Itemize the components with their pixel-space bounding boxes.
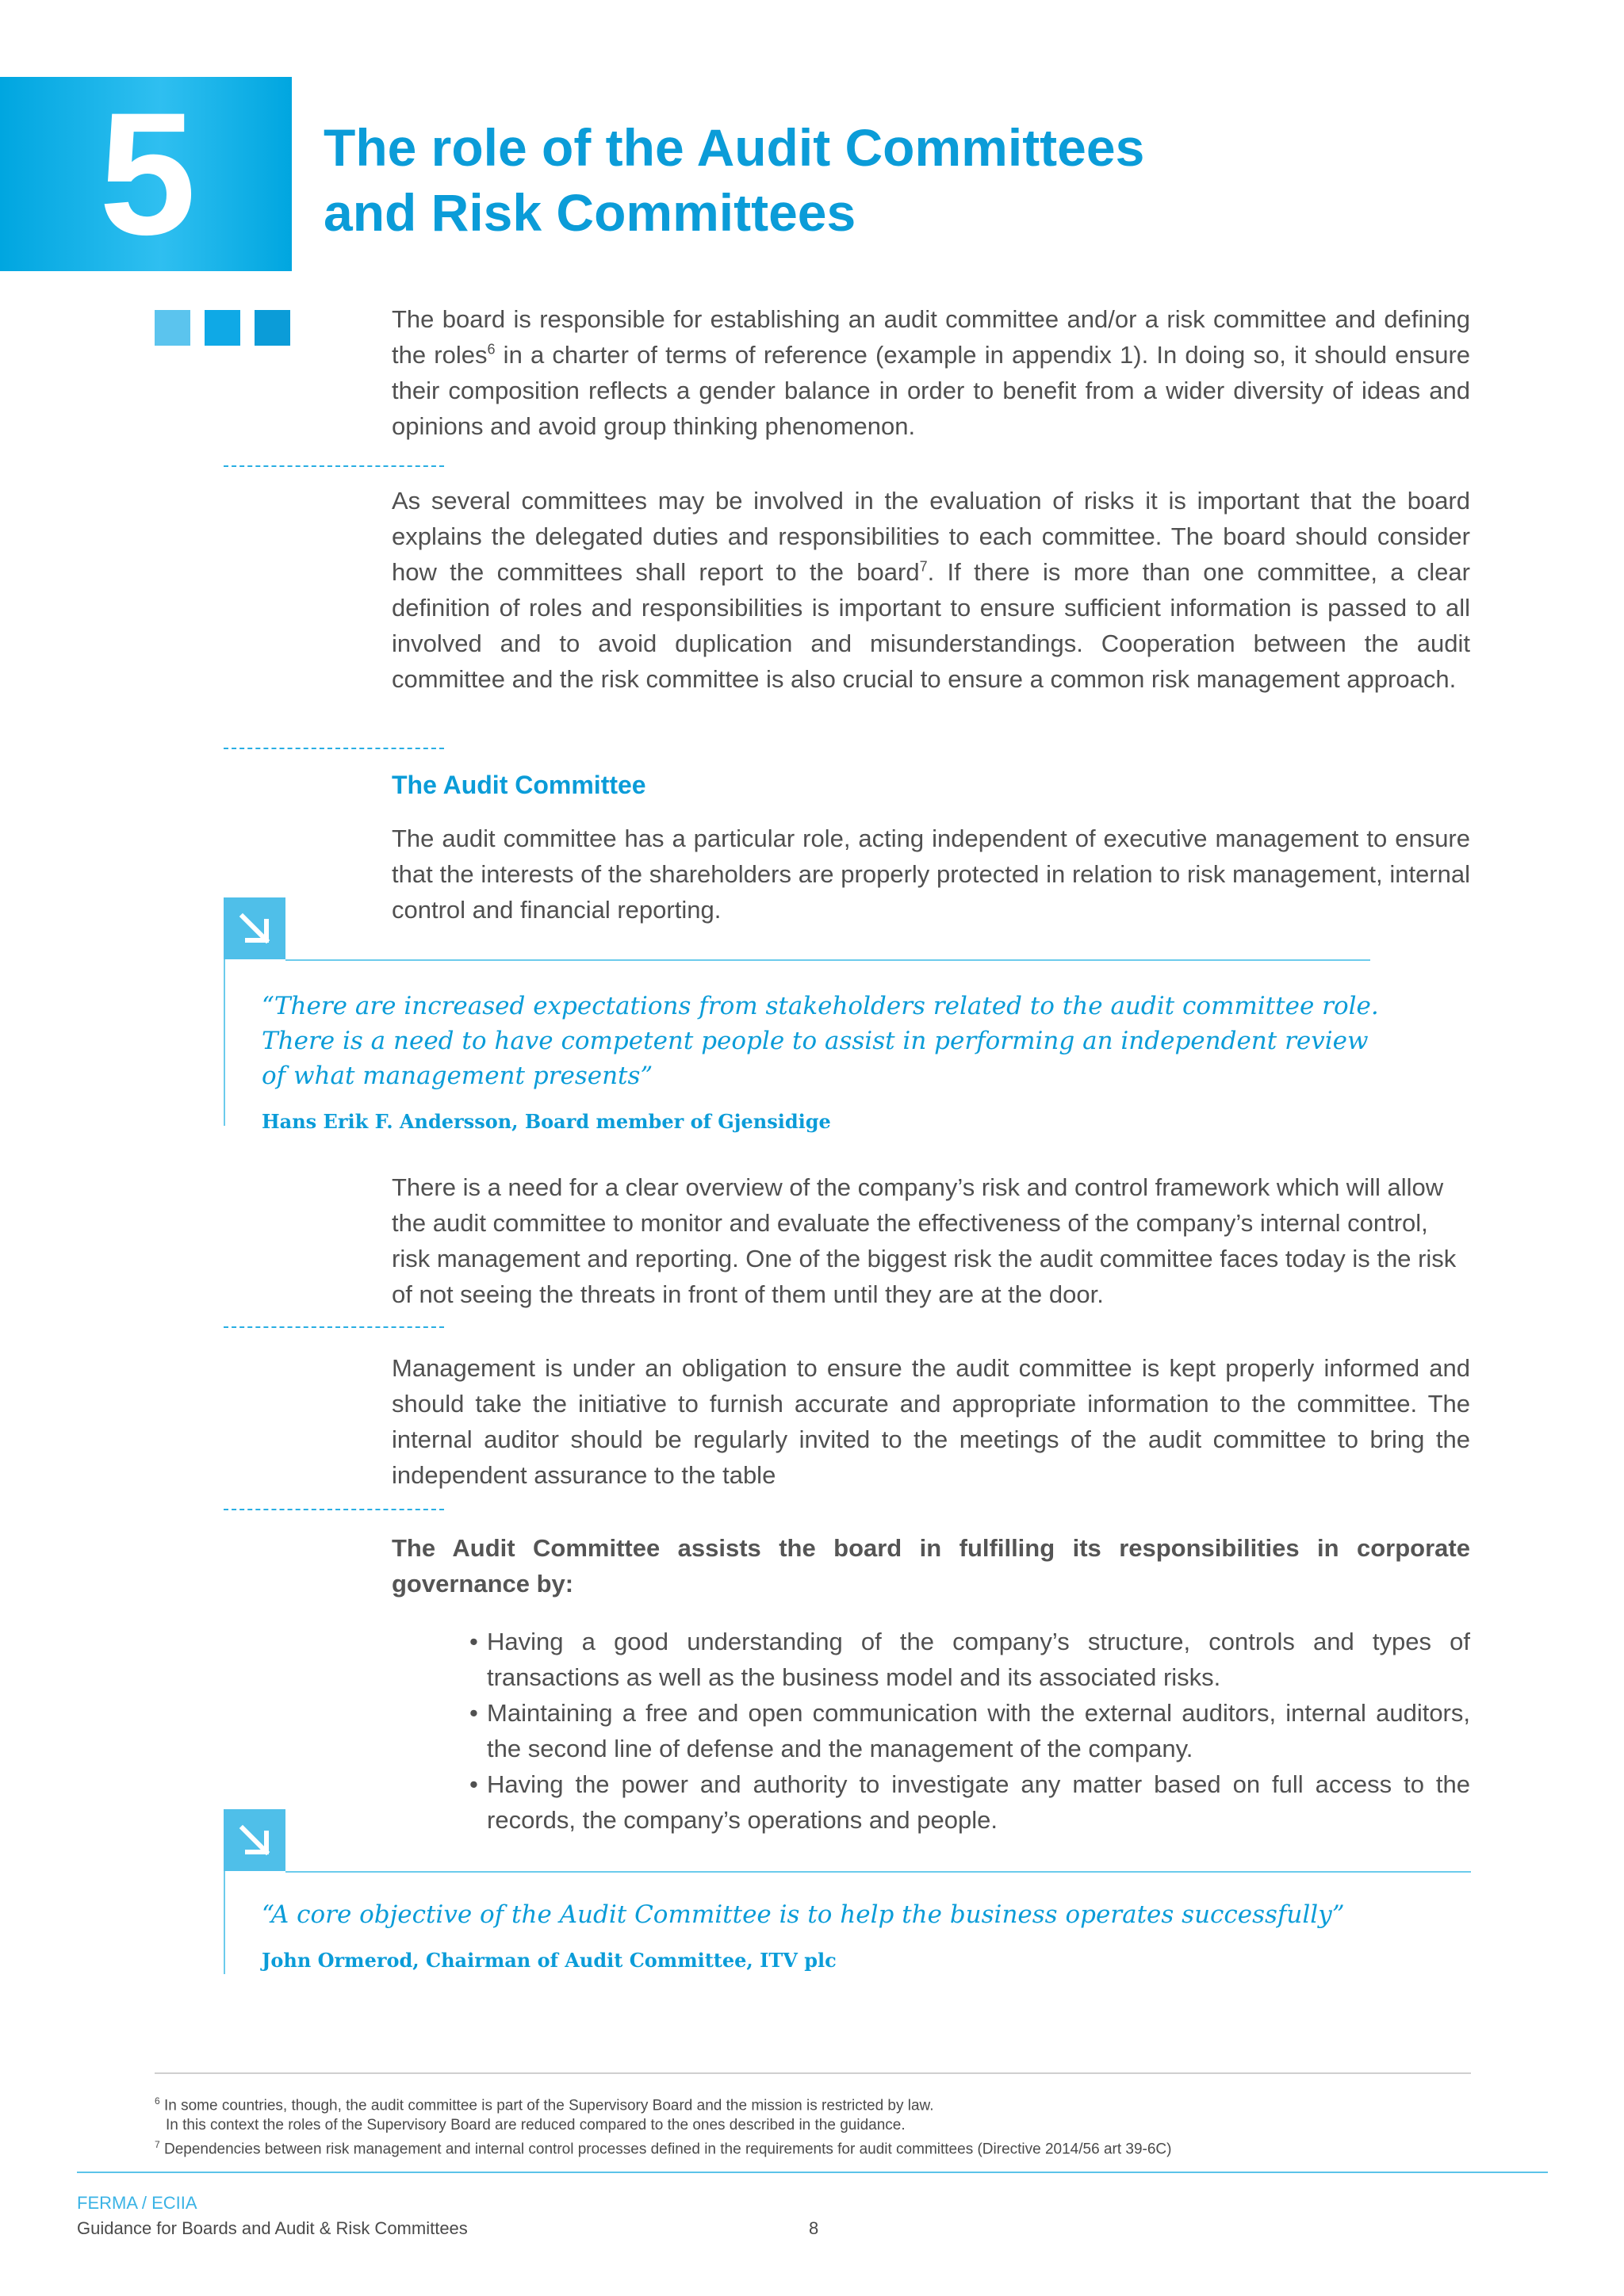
list-item-text: Maintaining a free and open communication with the external auditors, internal auditors, the second line of defense and the management of the company. [487, 1699, 1470, 1762]
square-1 [155, 310, 190, 346]
quote-top-rule [285, 1871, 1471, 1873]
pull-quote-1 [262, 989, 1411, 1093]
paragraph-1-text-a: The board is responsible for establishing an audit committee and/or a risk committee and defining the roles [392, 305, 1470, 369]
section-subheading: The Audit Committee [392, 771, 646, 799]
dashed-divider [224, 1509, 444, 1510]
list-item [469, 1624, 1470, 1695]
bullet-marker: • [469, 1628, 478, 1655]
quote-1-line-2: There is a need to have competent people to assist in performing an independent review [262, 1027, 1369, 1055]
list-item-text: Having a good understanding of the company’s structure, controls and types of transactions as well as the business model and its associated risks. [487, 1628, 1470, 1691]
chapter-number: 5 [98, 76, 193, 271]
paragraph-1-text-b: in a charter of terms of reference (example in appendix 1). In doing so, it should ensure their composition reflects a gender balance in order to benefit from a wider diversity of ideas and opinions and avoid group thinking phenomenon. [392, 341, 1471, 440]
dashed-divider [224, 1326, 444, 1328]
footnote-divider [155, 2072, 1471, 2074]
quote-left-rule [224, 1871, 225, 1974]
pull-quote-2: “A core objective of the Audit Committee is to help the business operates successfully” [262, 1900, 1345, 1929]
paragraph-4: There is a need for a clear overview of the company’s risk and control framework which will allow the audit committee to monitor and evaluate the effectiveness of the company’s internal control, risk management and reporting. One of the biggest risk the audit committee faces today is the risk of not seeing the threats in front of them until they are at the door. [392, 1173, 1457, 1308]
square-3 [255, 310, 290, 346]
dashed-divider [224, 465, 444, 467]
footnote-ref-7: 7 [919, 558, 928, 575]
footer-divider [77, 2172, 1548, 2173]
footnote-6 [155, 2091, 1471, 2115]
list-item [469, 1695, 1470, 1766]
footnotes [155, 2091, 1471, 2160]
quote-1-author: Hans Erik F. Andersson, Board member of Gjensidige [262, 1110, 831, 1133]
page-number: 8 [809, 2218, 819, 2238]
footnote-7 [155, 2135, 1471, 2159]
footer-document-title: Guidance for Boards and Audit & Risk Committees [77, 2218, 468, 2238]
footnote-7-mark: 7 [155, 2139, 160, 2151]
bullet-marker: • [469, 1699, 478, 1727]
title-line-1: The role of the Audit Committees [324, 118, 1145, 177]
responsibilities-list [469, 1624, 1470, 1838]
dashed-divider [224, 748, 444, 749]
quote-2-author: John Ormerod, Chairman of Audit Committee, ITV plc [262, 1949, 837, 1972]
quote-1-line-1: “There are increased expectations from stakeholders related to the audit committee role. [262, 992, 1379, 1020]
paragraph-2 [392, 483, 1470, 697]
quote-top-rule [285, 959, 1370, 961]
quote-left-rule [224, 959, 225, 1126]
footnote-6-line-1: In some countries, though, the audit committee is part of the Supervisory Board and the mission is restricted by law. [159, 2097, 934, 2114]
responsibilities-lead: The Audit Committee assists the board in fulfilling its responsibilities in corporate governance by: [392, 1534, 1470, 1598]
footnote-6-mark: 6 [155, 2095, 160, 2107]
paragraph-2-text-a: As several committees may be involved in the evaluation of risks it is important that the board explains the delegated duties and responsibilities to each committee. The board should consider how the committees shall report to the board [392, 487, 1470, 586]
arrow-down-right-icon [224, 897, 285, 959]
paragraph-5: Management is under an obligation to ensure the audit committee is kept properly informed and should take the initiative to furnish accurate and appropriate information to the committee. The internal auditor should be regularly invited to the meetings of the audit committee to bring the independent assurance to the table [392, 1354, 1470, 1489]
list-item-text: Having the power and authority to investigate any matter based on full access to the records, the company’s operations and people. [487, 1770, 1470, 1834]
square-2 [205, 310, 240, 346]
footnote-ref-6: 6 [487, 341, 496, 358]
paragraph-2-text-b: . If there is more than one committee, a clear definition of roles and responsibilities is important to ensure sufficient information is passed to all involved and to avoid duplication and misunderstandings. Cooperation between the audit committee and the risk committee is also crucial to ensure a common risk management approach. [392, 558, 1470, 693]
quote-1-line-3: of what management presents” [262, 1062, 653, 1090]
footnote-7-line-1: Dependencies between risk management and internal control processes defined in the requirements for audit committees (Directive 2014/56 art 39-6C) [159, 2141, 1172, 2158]
title-line-2: and Risk Committees [324, 183, 856, 242]
paragraph-1 [392, 301, 1470, 444]
footnote-6-continued: In this context the roles of the Supervisory Board are reduced compared to the ones described in the guidance. [166, 2117, 906, 2134]
arrow-down-right-icon [224, 1809, 285, 1871]
bullet-marker: • [469, 1770, 478, 1798]
list-item [469, 1766, 1470, 1838]
paragraph-3: The audit committee has a particular role, acting independent of executive management to ensure that the interests of the shareholders are properly protected in relation to risk management, internal control and financial reporting. [392, 825, 1470, 924]
page-title [324, 115, 1513, 245]
footer-organization: FERMA / ECIIA [77, 2193, 197, 2213]
